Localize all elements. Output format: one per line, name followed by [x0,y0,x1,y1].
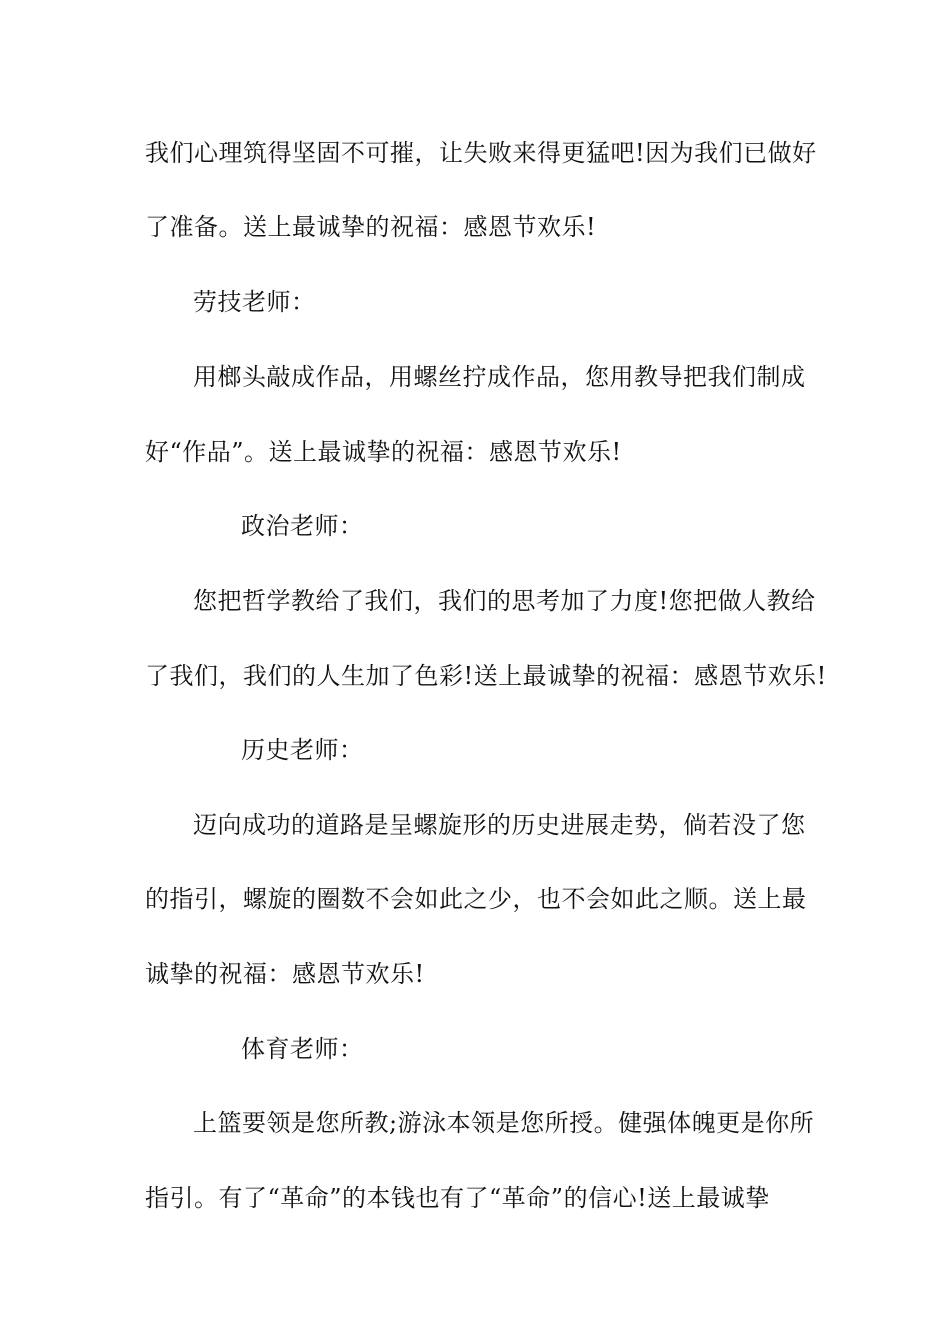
text-line: 您把哲学教给了我们，我们的思考加了力度!您把做人教给 [193,587,816,615]
text-line: 迈向成功的道路是呈螺旋形的历史进展走势，倘若没了您 [193,811,806,839]
text-line: 我们心理筑得坚固不可摧，让失败来得更猛吧!因为我们已做好 [145,139,817,167]
text-line: 上篮要领是您所教;游泳本领是您所授。健强体魄更是你所 [193,1109,815,1137]
section-heading-pe: 体育老师： [241,1035,364,1063]
text-line: 指引。有了“革命”的本钱也有了“革命”的信心!送上最诚挚 [145,1184,770,1212]
text-line: 用榔头敲成作品，用螺丝拧成作品，您用教导把我们制成 [193,363,806,391]
section-heading-history: 历史老师： [241,736,364,764]
text-line: 好“作品”。送上最诚挚的祝福：感恩节欢乐! [145,438,622,466]
section-heading-labor-tech: 劳技老师： [193,288,316,316]
text-line: 了我们，我们的人生加了色彩!送上最诚挚的祝福：感恩节欢乐! [145,662,827,690]
text-line: 的指引，螺旋的圈数不会如此之少，也不会如此之顺。送上最 [145,885,807,913]
section-heading-politics: 政治老师： [241,512,364,540]
text-line: 诚挚的祝福：感恩节欢乐! [145,960,425,988]
text-line: 了准备。送上最诚挚的祝福：感恩节欢乐! [145,213,597,241]
